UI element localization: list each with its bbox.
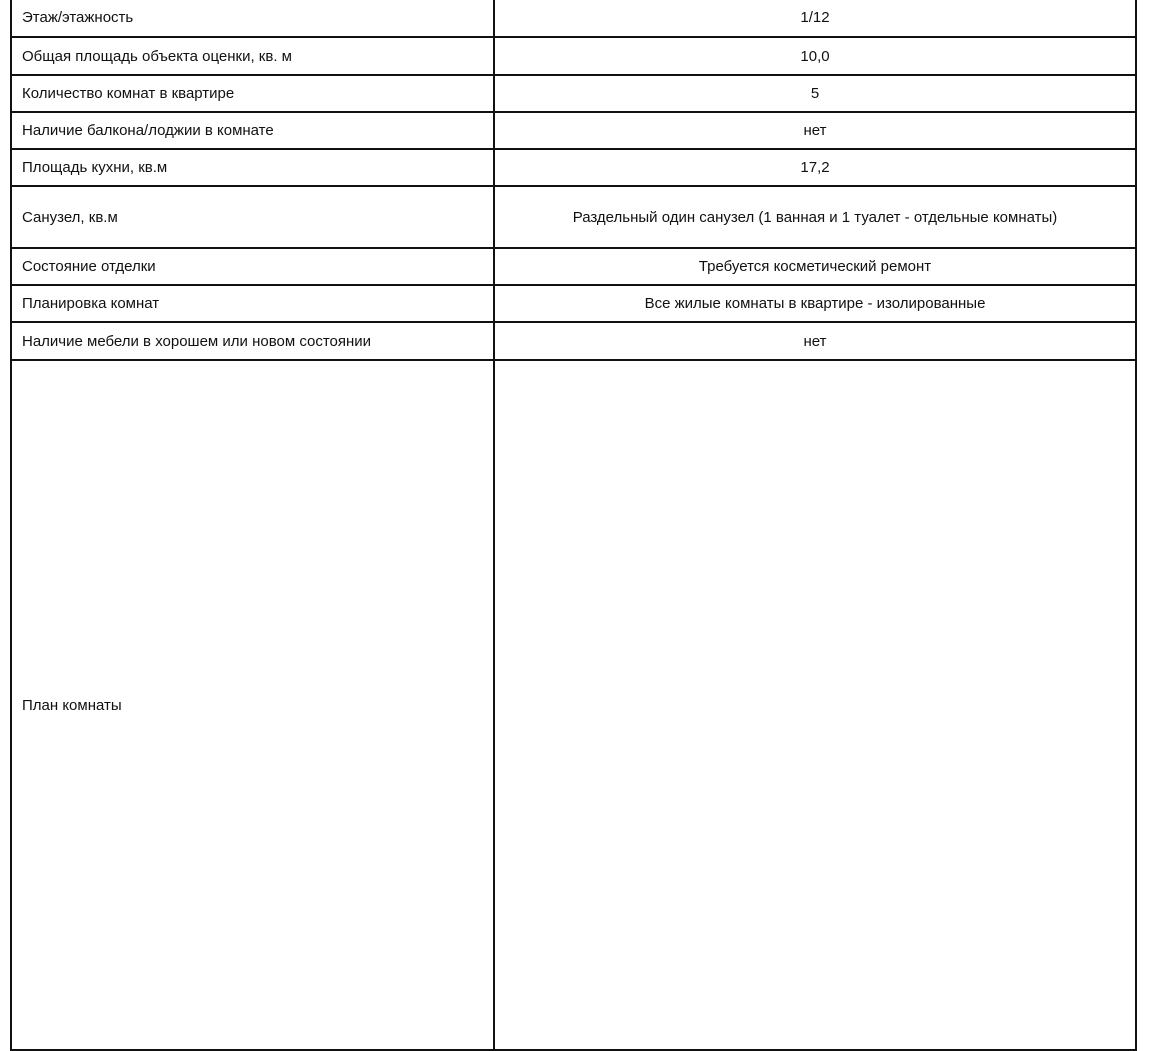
plan-label: План комнаты [11, 360, 494, 1050]
table-row [11, 0, 1136, 37]
row-value: Требуется косметический ремонт [494, 248, 1136, 285]
row-label: Этаж/этажность [11, 0, 494, 37]
row-value: 17,2 [494, 149, 1136, 186]
row-value: Раздельный один санузел (1 ванная и 1 туалет - отдельные комнаты) [494, 186, 1136, 248]
table-row [11, 322, 1136, 360]
row-label: Площадь кухни, кв.м [11, 149, 494, 186]
table-row [11, 248, 1136, 285]
row-label: Планировка комнат [11, 285, 494, 322]
table-row-plan [11, 360, 1136, 1050]
row-label: Состояние отделки [11, 248, 494, 285]
row-label: Наличие мебели в хорошем или новом состоянии [11, 322, 494, 360]
row-value: 5 [494, 75, 1136, 112]
row-value: нет [494, 322, 1136, 360]
table-row [11, 37, 1136, 75]
row-label: Количество комнат в квартире [11, 75, 494, 112]
row-label: Санузел, кв.м [11, 186, 494, 248]
floor-plan-cell [494, 360, 1136, 1050]
row-value: 1/12 [494, 0, 1136, 37]
table-row [11, 149, 1136, 186]
row-label: Общая площадь объекта оценки, кв. м [11, 37, 494, 75]
property-table [10, 0, 1137, 1051]
table-row [11, 186, 1136, 248]
row-value: нет [494, 112, 1136, 149]
table-row [11, 75, 1136, 112]
row-label: Наличие балкона/лоджии в комнате [11, 112, 494, 149]
row-value: 10,0 [494, 37, 1136, 75]
table-row [11, 285, 1136, 322]
table-row [11, 112, 1136, 149]
floor-plan [495, 361, 1139, 1051]
row-value: Все жилые комнаты в квартире - изолированные [494, 285, 1136, 322]
